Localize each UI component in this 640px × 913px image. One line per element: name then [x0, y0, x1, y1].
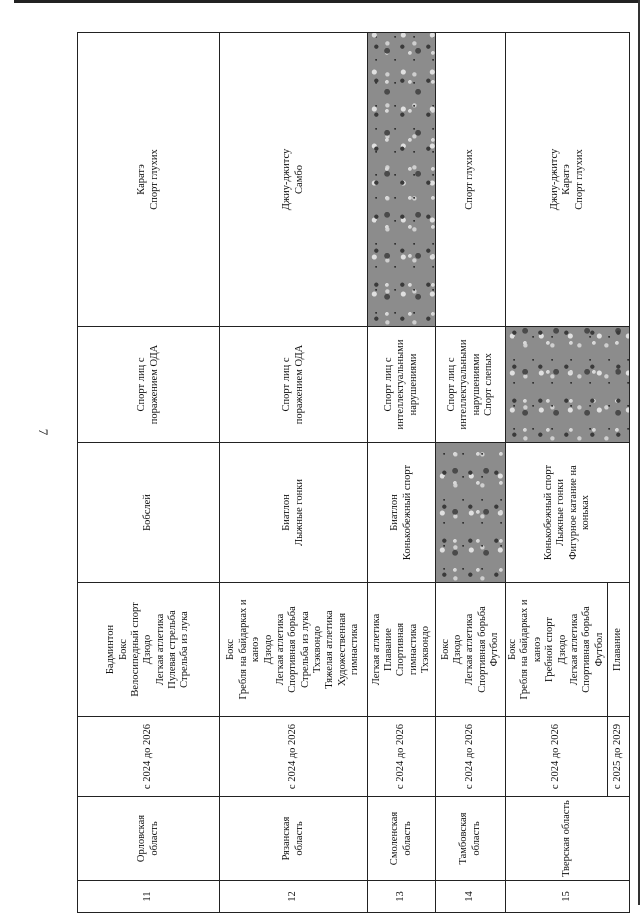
table-row [368, 33, 436, 913]
row-number: 13 [368, 881, 436, 913]
scan-edge-top [14, 0, 640, 3]
region-line: Тамбовская [458, 812, 470, 865]
sport-line: Гребля на байдарках и [519, 599, 531, 700]
other-sports-cell [78, 33, 220, 327]
sport-line: Дзюдо [451, 634, 463, 665]
sport-line: Велосипедный спорт [129, 602, 141, 697]
sport-line: Стрельба из лука [299, 611, 311, 688]
table-row [220, 33, 368, 913]
summer-sports-cell [436, 583, 506, 717]
sport-line: Стрельба из лука [179, 611, 191, 688]
sport-line: Джиу-джитсу [281, 148, 293, 211]
sport-line: Тхэквондо [420, 626, 432, 673]
sport-line: Гребля на байдарках и [237, 599, 249, 700]
adaptive-sports-cell [436, 327, 506, 443]
winter-sports-cell [368, 443, 436, 583]
sport-line: Дзюдо [262, 634, 274, 665]
other-sports-cell [506, 33, 630, 327]
sport-line: Лыжные гонки [555, 478, 567, 547]
rotated-table-wrapper [77, 33, 624, 913]
sport-line: коньках [579, 494, 591, 531]
summer-sports-cell [368, 583, 436, 717]
region-line: область [148, 821, 160, 856]
sport-line: Спорт лиц с [445, 357, 457, 412]
table-row [78, 33, 220, 913]
sport-line: Футбол [593, 632, 605, 667]
adaptive-sports-cell [368, 327, 436, 443]
sport-line: Бадминтон [105, 624, 117, 675]
sport-line: Бокс [439, 639, 451, 660]
sport-line: Тяжелая атлетика [324, 610, 336, 689]
sport-line: Спорт лиц с [136, 357, 148, 412]
region-cell [78, 797, 220, 881]
sport-line: Фигурное катание на [567, 465, 579, 560]
sport-line: Легкая атлетика [370, 613, 382, 686]
sport-line: Бобслей [142, 494, 154, 531]
winter-sports-cell [506, 443, 630, 583]
sport-line: Спорт глухих [148, 149, 160, 210]
region-cell [436, 797, 506, 881]
sport-line: Спортивная [395, 622, 407, 677]
sport-line: Спорт лиц с [382, 357, 394, 412]
sport-line: Художественная [336, 612, 348, 687]
period-cell: с 2024 до 2026 [368, 717, 436, 797]
sport-line: каноэ [531, 636, 543, 663]
sport-line: Бокс [117, 639, 129, 660]
sport-line: Каратэ [561, 164, 573, 195]
sport-line: Каратэ [136, 164, 148, 195]
scan-noise-block [506, 327, 630, 443]
period-cell: с 2024 до 2026 [220, 717, 368, 797]
sport-line: Биатлон [389, 494, 401, 531]
sport-line: Пулевая стрельба [167, 610, 179, 689]
page-number: 7 [36, 428, 51, 436]
sport-line: Спорт глухих [464, 149, 476, 210]
region-line: область [293, 821, 305, 856]
sport-line: поражением ОДА [148, 344, 160, 425]
rotated-table-area [77, 33, 624, 913]
winter-sports-cell [78, 443, 220, 583]
summer-sports-cell [78, 583, 220, 717]
sport-line: Спортивная борьба [581, 606, 593, 693]
sport-line: каноэ [250, 636, 262, 663]
period-cell: с 2024 до 2026 [78, 717, 220, 797]
sport-line: Конькобежный спорт [542, 464, 554, 561]
sport-line: интеллектуальными [458, 339, 470, 430]
sport-line: Самбо [293, 165, 305, 194]
sport-line: Гребной спорт [544, 617, 556, 683]
region-line: Тверская область [561, 800, 573, 877]
table-row [506, 33, 608, 913]
sport-line: поражением ОДА [293, 344, 305, 425]
period-cell: с 2024 до 2026 [506, 717, 608, 797]
period-cell: с 2024 до 2026 [436, 717, 506, 797]
sport-line: Конькобежный спорт [401, 464, 413, 561]
sport-line: Плавание [382, 628, 394, 671]
region-cell [506, 797, 630, 881]
other-sports-cell [220, 33, 368, 327]
sport-line: Легкая атлетика [464, 613, 476, 686]
adaptive-sports-cell [78, 327, 220, 443]
winter-sports-cell [220, 443, 368, 583]
row-number: 12 [220, 881, 368, 913]
scan-noise-block [436, 443, 506, 583]
sport-line: нарушениями [470, 353, 482, 416]
summer-sports-cell [220, 583, 368, 717]
region-line: Орловская [136, 814, 148, 863]
sport-line: гимнастика [349, 623, 361, 676]
sport-line: Тхэквондо [312, 626, 324, 673]
sport-line: Легкая атлетика [568, 613, 580, 686]
region-line: область [401, 821, 413, 856]
sport-line: Спортивная борьба [476, 606, 488, 693]
sport-line: Спорт лиц с [281, 357, 293, 412]
region-cell [368, 797, 436, 881]
sport-line: Биатлон [281, 494, 293, 531]
sport-line: Бокс [225, 639, 237, 660]
sport-line: Спортивная борьба [287, 606, 299, 693]
row-number: 14 [436, 881, 506, 913]
sport-line: Легкая атлетика [274, 613, 286, 686]
row-number: 15 [506, 881, 630, 913]
sport-line: Спорт слепых [482, 353, 494, 416]
summer-sports-cell [506, 583, 608, 717]
sport-line: Дзюдо [142, 634, 154, 665]
sport-line: Футбол [489, 632, 501, 667]
sport-line: Плавание [612, 628, 624, 671]
sport-line: Легкая атлетика [154, 613, 166, 686]
region-cell [220, 797, 368, 881]
table-row [436, 33, 506, 913]
sport-line: Бокс [507, 639, 518, 660]
summer-sports-cell [608, 583, 630, 717]
row-number: 11 [78, 881, 220, 913]
sport-line: гимнастика [407, 623, 419, 676]
sport-line: Джиу-джитсу [548, 148, 560, 211]
other-sports-cell [436, 33, 506, 327]
sport-line: интеллектуальными [395, 339, 407, 430]
region-line: область [470, 821, 482, 856]
adaptive-sports-cell [220, 327, 368, 443]
scan-noise-block [368, 33, 436, 327]
sport-line: нарушениями [407, 353, 419, 416]
sport-line: Дзюдо [556, 634, 568, 665]
sports-regions-table [77, 32, 630, 913]
sport-line: Лыжные гонки [293, 478, 305, 547]
region-line: Рязанская [281, 816, 293, 861]
period-cell: с 2025 до 2029 [608, 717, 630, 797]
region-line: Смоленская [389, 811, 401, 866]
sport-line: Спорт глухих [573, 149, 585, 210]
